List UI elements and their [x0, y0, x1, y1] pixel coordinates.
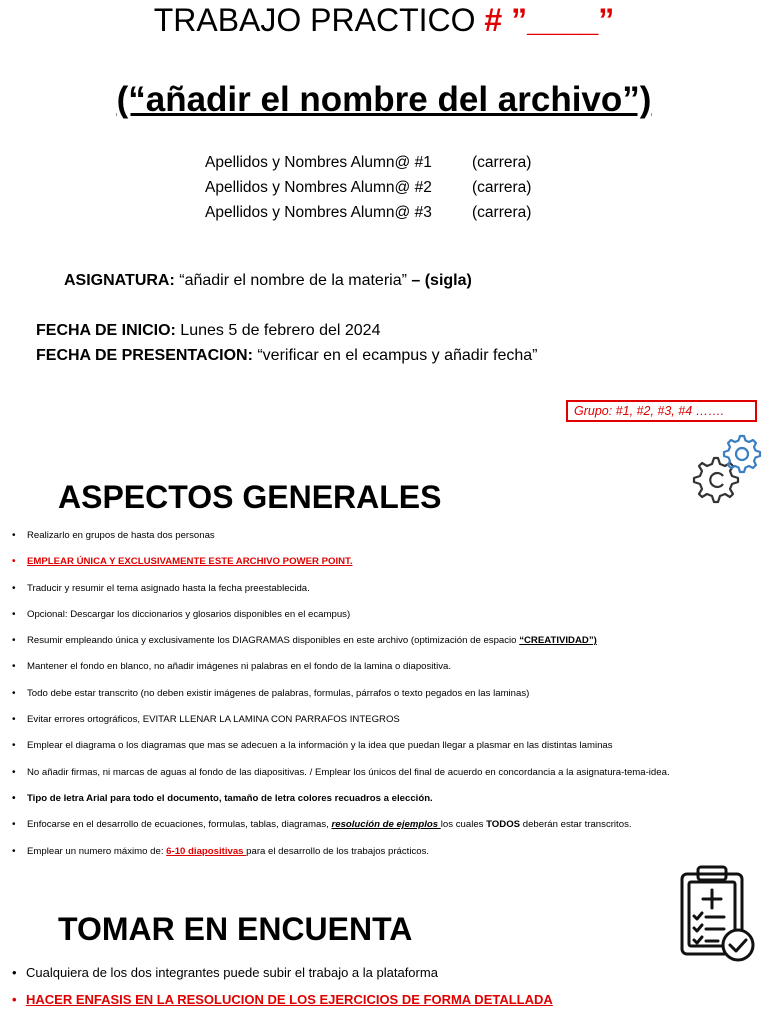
aspects-list	[12, 525, 762, 867]
student-row	[205, 175, 531, 200]
list-item	[12, 841, 762, 867]
presentation-date-line	[36, 347, 537, 365]
start-date-value: Lunes 5 de febrero del 2024	[175, 322, 381, 339]
list-item: • Tipo de letra Arial para todo el documento, tamaño de letra colores recuadros a elección.	[12, 788, 762, 814]
start-date-line	[36, 322, 380, 340]
list-item: • Opcional: Descargar los diccionarios y glosarios disponibles en el ecampus)	[12, 604, 762, 630]
list-item	[12, 814, 762, 840]
list-item: • Traducir y resumir el tema asignado hasta la fecha preestablecida.	[12, 578, 762, 604]
subject-label: ASIGNATURA:	[64, 272, 175, 289]
student-name: Apellidos y Nombres Alumn@ #1	[205, 154, 432, 171]
list-item	[12, 630, 762, 656]
student-career: (carrera)	[472, 154, 532, 171]
students-list	[205, 150, 531, 225]
list-item: • Realizarlo en grupos de hasta dos personas	[12, 525, 762, 551]
item-emphasis: 6-10 diapositivas	[166, 845, 247, 857]
item-text: deberán estar transcritos.	[520, 819, 632, 831]
list-item: • Todo debe estar transcrito (no deben existir imágenes de palabras, formulas, párrafos o texto pegados en las laminas)	[12, 683, 762, 709]
presentation-date-label: FECHA DE PRESENTACION:	[36, 347, 253, 364]
title-prefix: TRABAJO PRACTICO	[153, 2, 485, 38]
student-row	[205, 200, 531, 225]
student-career: (carrera)	[472, 204, 532, 221]
item-text: los cuales	[440, 819, 487, 831]
list-item: • Emplear el diagrama o los diagramas que mas se adecuen a la información y la idea que puedan llegar a plasmar en las distintas laminas	[12, 735, 762, 761]
student-name: Apellidos y Nombres Alumn@ #3	[205, 204, 432, 221]
item-emphasis: “CREATIVIDAD”)	[519, 635, 597, 647]
list-item: • EMPLEAR ÚNICA Y EXCLUSIVAMENTE ESTE ARCHIVO POWER POINT.	[12, 551, 762, 577]
list-item: • No añadir firmas, ni marcas de aguas al fondo de las diapositivas. / Emplear los únicos del final de acuerdo en concordancia a la asignatura-tema-idea.	[12, 762, 762, 788]
student-row	[205, 150, 531, 175]
item-text: Emplear un numero máximo de:	[27, 845, 167, 857]
gears-icon	[684, 432, 768, 516]
consider-list	[12, 962, 553, 1016]
subject-suffix: – (sigla)	[411, 272, 472, 289]
list-item: • HACER ENFASIS EN LA RESOLUCION DE LOS EJERCICIOS DE FORMA DETALLADA	[12, 989, 553, 1016]
list-item: • Cualquiera de los dos integrantes puede subir el trabajo a la plataforma	[12, 962, 553, 989]
item-text: Enfocarse en el desarrollo de ecuaciones, formulas, tablas, diagramas,	[27, 819, 332, 831]
list-item: • Mantener el fondo en blanco, no añadir imágenes ni palabras en el fondo de la lamina o diapositiva.	[12, 656, 762, 682]
clipboard-check-icon	[676, 862, 760, 964]
item-emphasis: resolución de ejemplos	[331, 819, 441, 831]
consider-title: TOMAR EN ENCUENTA	[58, 911, 413, 947]
document-subtitle: (“añadir el nombre del archivo”)	[116, 80, 652, 119]
student-career: (carrera)	[472, 179, 532, 196]
student-name: Apellidos y Nombres Alumn@ #2	[205, 179, 432, 196]
subject-line	[64, 272, 472, 290]
group-box: Grupo: #1, #2, #3, #4 …….	[566, 400, 757, 422]
item-bold: TODOS	[486, 819, 521, 831]
subject-value: “añadir el nombre de la materia”	[174, 272, 412, 289]
title-number: # ”____”	[484, 2, 615, 38]
presentation-date-value: “verificar en el ecampus y añadir fecha”	[252, 347, 538, 364]
list-item: • Evitar errores ortográficos, EVITAR LLENAR LA LAMINA CON PARRAFOS INTEGROS	[12, 709, 762, 735]
item-text: Resumir empleando única y exclusivamente los DIAGRAMAS disponibles en este archivo (optimización de espacio	[27, 635, 520, 647]
aspects-title: ASPECTOS GENERALES	[58, 479, 442, 515]
item-text: para el desarrollo de los trabajos prácticos.	[246, 845, 430, 857]
start-date-label: FECHA DE INICIO:	[36, 322, 176, 339]
document-title	[0, 0, 768, 40]
